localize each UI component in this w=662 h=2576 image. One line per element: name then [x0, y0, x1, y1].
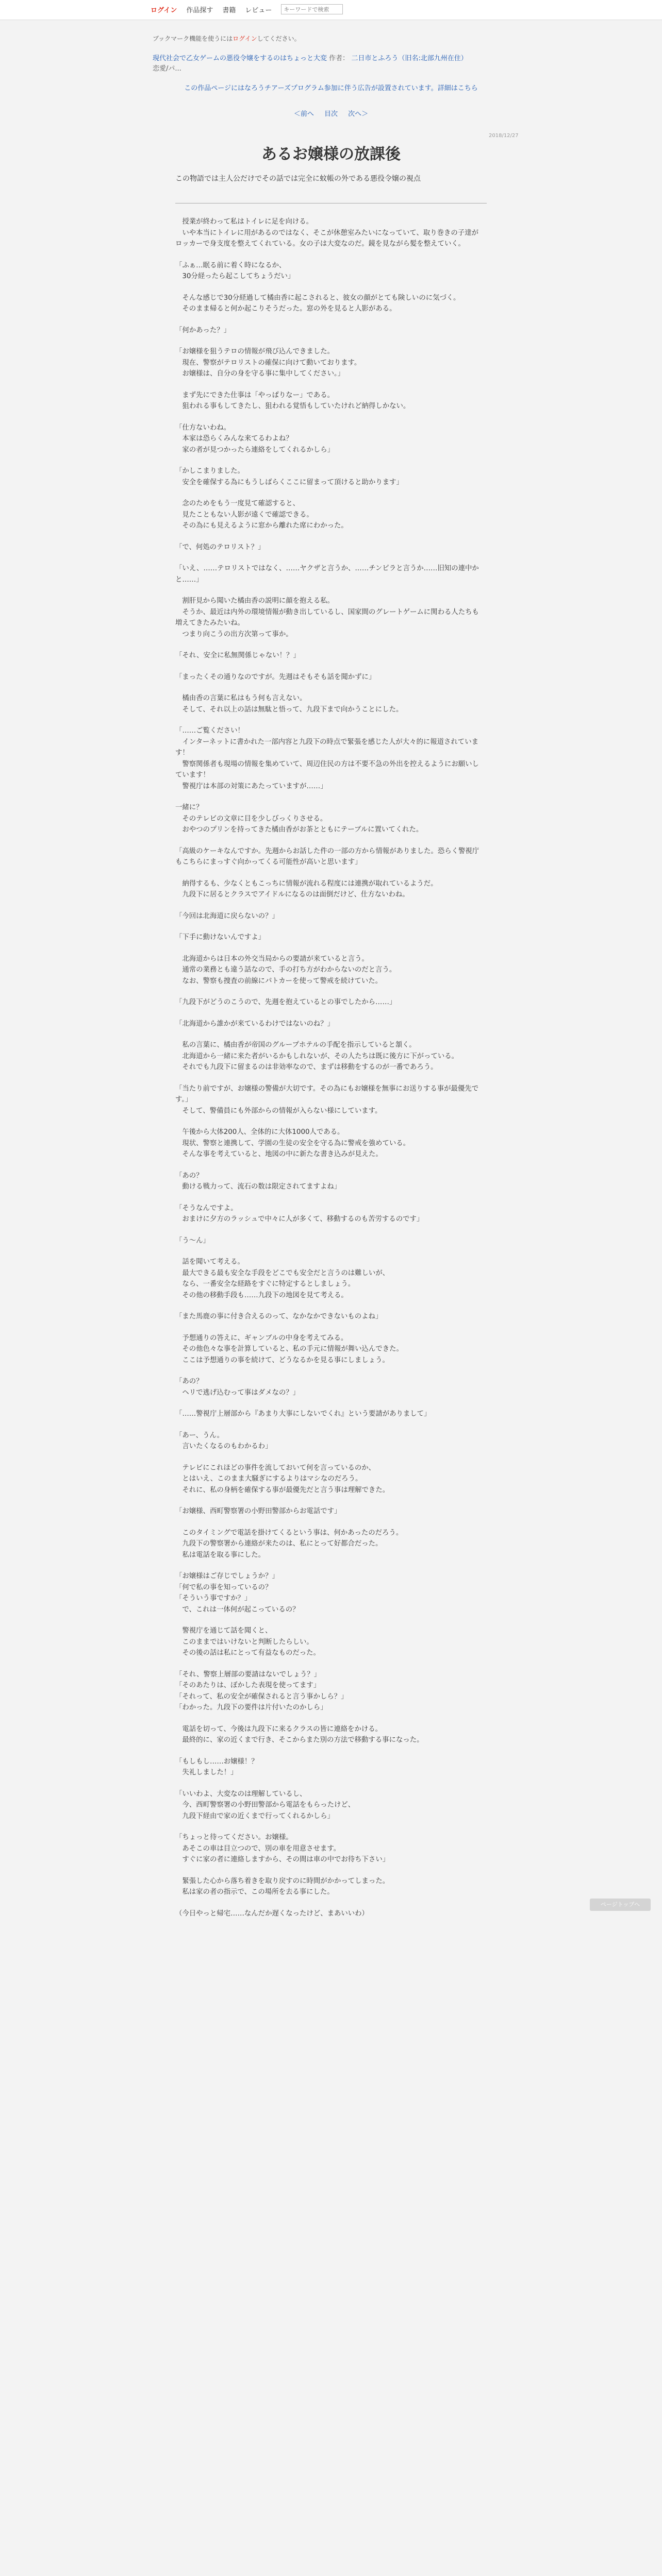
body-paragraph: 「当たり前ですが、お嬢様の警備が大切です。その為にもお嬢様を無事にお送りする事が最優先です。」 そして、警備員にも外部からの情報が入らない様にしています。 — [175, 1084, 479, 1115]
nav-item-reviews[interactable]: レビュー — [245, 6, 272, 14]
episode-summary: この物語では主人公だけでその話では完全に蚊帳の外である悪役令嬢の視点 — [175, 175, 421, 183]
body-paragraph: （今日やっと帰宅……なんだか遅くなったけど、まあいいわ） — [175, 1909, 369, 1918]
body-paragraph: 「また馬鹿の事に付き合えるのって、なかなかできないものよね」 — [175, 1313, 383, 1320]
nav-item-books[interactable]: 書籍 — [222, 6, 236, 14]
body-paragraph: 「……警視庁上層部から『あまり大事にしないでくれ』という要請がありまして」 — [175, 1410, 431, 1418]
body-paragraph: 納得するも、少なくともこっちに情報が流れる程度には連携が取れているようだ。 九段下に居るとクラスでアイドルになるのは面倒だけど、仕方ないわね。 — [182, 879, 438, 899]
body-paragraph: 午後から大体200人、全体的に大体1000人である。 現状、警察と連携して、学園の生徒の安全を守る為に警戒を強めている。 そんな事を考えていると、地図の中に新たな書き込みが見えた。 — [182, 1128, 410, 1158]
body-paragraph: 「下手に動けないんですよ」 — [175, 934, 266, 941]
bookmark-login-notice — [153, 34, 301, 43]
episode-body — [175, 216, 485, 1929]
body-paragraph: このタイミングで電話を掛けてくるという事は、何かあったのだろう。 九段下の警察署から連絡が来たのは、私にとって好都合だった。 私は電話を取る事にした。 — [182, 1529, 403, 1559]
body-paragraph: 「それ、警察上層部の要請はないでしょう？」 「そのあたりは、ぼかした表現を使ってます」 「それって、私の安全が確保されると言う事かしら？」 「わかった。九段下の要件は片付いたのかしら」 — [175, 1670, 348, 1711]
body-paragraph: 「北海道から誰かが来ているわけではないのね？」 — [175, 1020, 334, 1028]
body-paragraph: 緊張した心から落ち着きを取り戻すのに時間がかかってしまった。 私は家の者の指示で、この場所を去る事にした。 — [182, 1877, 390, 1896]
body-paragraph: 話を聞いて考える。 最大できる最も安全な手段をどこでも安全だと言うのは難しいが、 なら、一番安全な経路をすぐに特定するとしましょう。 その他の移動手段も……九段下の地図を見て考える。 — [182, 1258, 390, 1299]
body-paragraph: そんな感じで30分経過して橘由香に起こされると、彼女の顔がとても険しいのに気づく。 そのまま帰ると何か起こりそうだった。窓の外を見ると人影がある。 — [182, 294, 460, 313]
body-paragraph: 「いえ、……テロリストではなく、……ヤクザと言うか、……チンピラと言うか……旧知の連中かと……」 — [175, 565, 479, 584]
body-paragraph: 「高級のケーキなんですか。先週からお話した件の一部の方から情報がありました。恐らく警視庁もこちらにまっすぐ向かってくる可能性が高いと思います」 — [175, 847, 479, 866]
body-paragraph: 「まったくその通りなのですが。先週はそもそも話を聞かずに」 — [175, 673, 376, 681]
toc-link[interactable]: 目次 — [324, 110, 338, 118]
body-paragraph: 一緒に？ そのテレビの文章に目を少しびっくりさせる。 おやつのプリンを持ってきた橘由香がお茶とともにテーブルに置いてくれた。 — [175, 804, 423, 834]
body-paragraph: 「いいわよ、大変なのは理解しているし、 今、西町警察署の小野田警部から電話をもらったけど、 九段下経由で家の近くまで行ってくれるかしら」 — [175, 1790, 355, 1820]
body-paragraph: 電話を切って、今後は九段下に来るクラスの皆に連絡をかける。 最終的に、家の近くまで行き、そこからまた別の方法で移動する事になった。 — [182, 1725, 424, 1744]
body-paragraph: 「かしこまりました。 安全を確保する為にもうしばらくここに留まって頂けると助かります」 — [175, 467, 403, 486]
summary-divider — [175, 203, 487, 204]
prev-link[interactable]: ＜前へ — [293, 110, 314, 118]
author-link[interactable]: 二日市とふろう（旧名:北部九州在住） — [351, 55, 468, 62]
page-top-button[interactable]: ページトップへ — [590, 1899, 651, 1911]
body-paragraph: 「ちょっと待ってください。お嬢様。 あそこの車は目立つので、別の車を用意させます。 すぐに家の者に連絡しますから、その間は車の中でお待ち下さい」 — [175, 1834, 390, 1863]
series-info — [153, 53, 468, 62]
body-paragraph: 「それ、安全に私無関係じゃない！？」 — [175, 652, 300, 659]
body-paragraph: 「あー、うん。 言いたくなるのもわかるわ」 — [175, 1431, 272, 1450]
body-paragraph: 「……ご覧ください！ インターネットに書かれた一部内容と九段下の時点で緊張を感じた人が大々的に報道されています！ 警察関係者も現場の情報を集めていて、周辺住民の方は不要不急の外出を控えるようにお願いしています！ 警視庁は本部の対策にあたっていますが……」 — [175, 727, 479, 790]
genre-label: 恋愛/パ... — [153, 65, 181, 73]
body-paragraph: 授業が終わって私はトイレに足を向ける。 いや本当にトイレに用があるのではなく、そこが休憩室みたいになっていて、取り巻きの子達がロッカーで身支度を整えてくれている。女の子は大変なのだ。鏡を見ながら髪を整えていく。 — [175, 218, 478, 248]
login-link[interactable]: ログイン — [151, 6, 177, 14]
body-paragraph: 「お嬢様を狙うテロの情報が飛び込んできました。 現在、警察がテロリストの確保に向けて動いております。 お嬢様は、自分の身を守る事に集中してください。」 — [175, 348, 361, 378]
notice-suffix: してください。 — [257, 35, 301, 42]
body-paragraph: 「そうなんですよ。 おまけに夕方のラッシュで中々に人が多くて、移動するのも苦労するのです」 — [175, 1204, 424, 1223]
body-paragraph: 「あの？ 動ける戦力って、流石の数は限定されてますよね」 — [175, 1172, 341, 1191]
body-paragraph: 「九段下がどうのこうので、先週を抱えているとの事でしたから……」 — [175, 998, 396, 1006]
body-paragraph: 「今回は北海道に戻らないの？」 — [175, 912, 279, 920]
top-navigation-bar — [0, 0, 662, 20]
episode-title: あるお嬢様の放課後 — [261, 145, 401, 163]
body-paragraph: 「あの？ ヘリで逃げ込むって事はダメなの？」 — [175, 1378, 300, 1397]
body-paragraph: 北海道からは日本の外交当局からの要請が来ていると言う。 通常の業務とも違う話なので、手の打ち方がわからないのだと言う。 なお、警察も捜査の前線にパトカーを使って警戒を続けていた。 — [182, 955, 396, 985]
body-paragraph: 「ふぁ…眠る前に着く時になるか、 30分経ったら起こしてちょうだい」 — [175, 261, 295, 280]
body-paragraph: テレビにこれほどの事件を流しておいて何を言っているのか、 とはいえ、このまま大騒ぎにするよりはマシなのだろう。 それに、私の身柄を確保する事が最優先だと言う事は理解できた。 — [182, 1464, 390, 1494]
author-label: 作者： — [329, 55, 350, 62]
series-title-link[interactable]: 現代社会で乙女ゲームの悪役令嬢をするのはちょっと大変 — [153, 55, 327, 62]
notice-prefix: ブックマーク機能を使うには — [153, 35, 233, 42]
body-paragraph: 「お嬢様はご存じでしょうか？」 「何で私の事を知っているの？ 「そういう事ですか？」 で、これは一体何が起こっているの？ — [175, 1572, 300, 1614]
body-paragraph: 「何かあった？」 — [175, 326, 230, 334]
body-paragraph: 警視庁を通じて話を聞くと、 このままではいけないと判断したらしい。 その後の話は私にとって有益なものだった。 — [182, 1627, 320, 1657]
body-paragraph: 私の言葉に、橘由香が帝国のグループホテルの手配を指示していると頷く。 北海道から一緒に来た者がいるかもしれないが、その人たちは既に後方に下がっている。 それでも九段下に留まるのは非効率なので、まずは移動をするのが一番であろう。 — [182, 1041, 459, 1071]
ad-notice-link[interactable]: この作品ページにはなろうチアーズプログラム参加に伴う広告が設置されています。詳細はこちら — [184, 84, 478, 92]
body-paragraph: 「お嬢様、西町警察署の小野田警部からお電話です」 — [175, 1507, 341, 1515]
notice-login-link[interactable]: ログイン — [233, 35, 257, 42]
nav-item-works[interactable]: 作品探す — [186, 6, 213, 14]
body-paragraph: 「もしもし……お嬢様！？ 失礼しました！」 — [175, 1757, 258, 1776]
search-input[interactable] — [281, 4, 343, 14]
body-paragraph: 「で、何処のテロリスト？」 — [175, 543, 265, 551]
body-paragraph: 「う〜ん」 — [175, 1236, 210, 1245]
body-paragraph: 予想通りの答えに、ギャンブルの中身を考えてみる。 その他色々な事を計算していると、私の手元に情報が舞い込んできた。 ここは予想通りの事を続けて、どうなるかを見る事にしましょう。 — [182, 1334, 403, 1364]
body-paragraph: 念のためをもう一度見て確認すると、 見たこともない人影が遠くで確認できる。 その為にも見えるように窓から離れた席にわかった。 — [182, 500, 348, 530]
body-paragraph: 「仕方ないわね。 本家は恐らくみんな来てるわよね？ 家の者が見つかったら連絡をしてくれるかしら」 — [175, 423, 334, 454]
pager-top — [0, 108, 662, 118]
top-nav-inner — [151, 4, 343, 14]
next-link[interactable]: 次へ＞ — [348, 110, 369, 118]
body-paragraph: 橘由香の言葉に私はもう何も言えない。 そして、それ以上の話は無駄と悟って、九段下まで向かうことにした。 — [182, 694, 403, 714]
episode-date: 2018/12/27 — [489, 133, 519, 139]
body-paragraph: まず先にできた仕事は「やっぱりなー」である。 狙われる事もしてきたし、狙われる覚悟もしていたけれど納得しかない。 — [182, 391, 410, 410]
body-paragraph: 割肝見から聞いた橘由香の説明に顔を抱える私。 そうか、最近は内外の環境情報が動き出しているし、国家間のグレートゲームに関わる人たちも増えてきたみたいね。 つまり向こうの出方次第って事か。 — [175, 597, 479, 638]
